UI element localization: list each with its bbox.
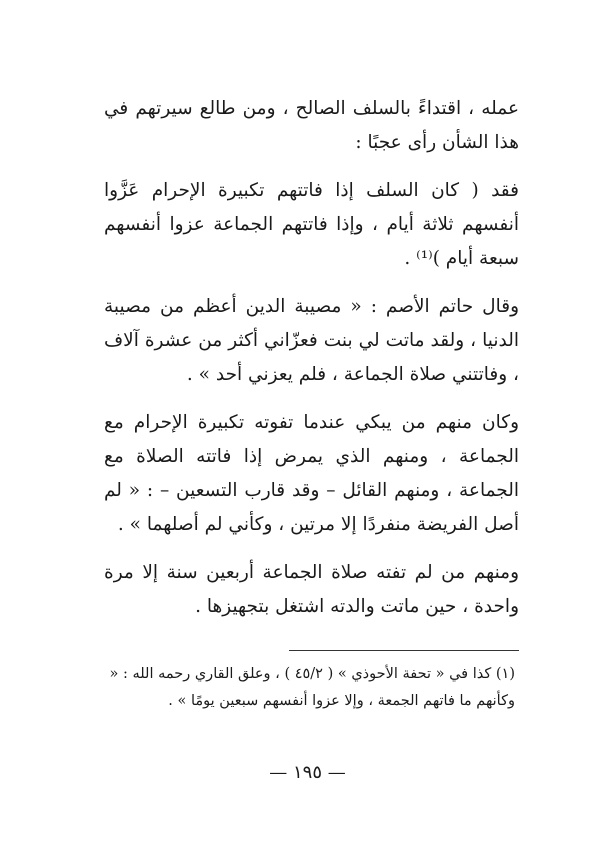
paragraph-2: فقد ( كان السلف إذا فاتتهم تكبيرة الإحرام عَزَّوا أنفسهم ثلاثة أيام ، وإذا فاتتهم الجماعة عزوا أنفسهم سبعة أيام )⁽¹⁾ . <box>104 180 519 269</box>
footnote-divider <box>289 650 519 651</box>
paragraph-4: وكان منهم من يبكي عندما تفوته تكبيرة الإحرام مع الجماعة ، ومنهم الذي يمرض إذا فاتته الصلاة مع الجماعة ، ومنهم القائل – وقد قارب التسعين – : « لم أصل الفريضة منفردًا إلا مرتين ، وكأني لم أصلهما » . <box>104 412 519 535</box>
footnote: (١) كذا في « تحفة الأحوذي » ( ٤٥/٢ ) ، وعلق القاري رحمه الله : « وكأنهم ما فاتهم الجمعة ، وإلا عزوا أنفسهم سبعين يومًا » . <box>109 666 515 709</box>
paragraph-3: وقال حاتم الأصم : « مصيبة الدين أعظم من مصيبة الدنيا ، ولقد ماتت لي بنت فعزّاني أكثر من عشرة آلاف ، وفاتتني صلاة الجماعة ، فلم يعزني أحد » . <box>104 296 519 385</box>
page-number: — ١٩٥ — <box>269 762 346 783</box>
paragraph-1: عمله ، اقتداءً بالسلف الصالح ، ومن طالع سيرتهم في هذا الشأن رأى عجبًا : <box>104 98 519 153</box>
paragraph-5: ومنهم من لم تفته صلاة الجماعة أربعين سنة إلا مرة واحدة ، حين ماتت والدته اشتغل بتجهيزها . <box>104 562 519 617</box>
